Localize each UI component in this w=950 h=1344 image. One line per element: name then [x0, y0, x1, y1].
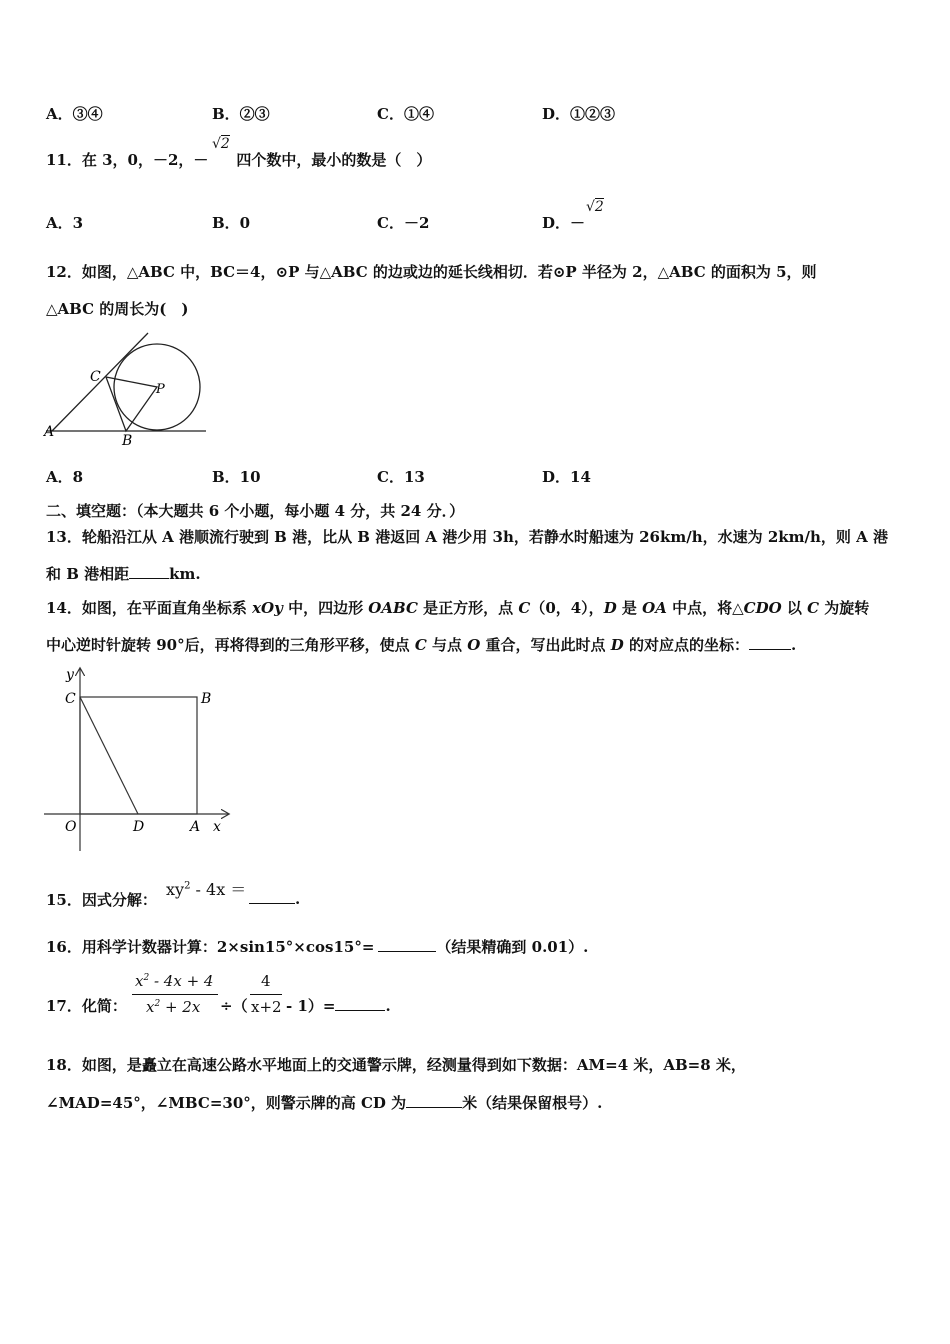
q11-option-d-radical	[586, 199, 604, 215]
q15-answer	[249, 889, 300, 908]
q18-line2-b: 米（结果保留根号）.	[462, 1094, 603, 1112]
q12-option-d: D．14	[542, 468, 591, 486]
q14-text: 是正方形，点	[417, 599, 519, 617]
q14-label-o: O	[65, 819, 77, 835]
q11-option-a: A．3	[46, 214, 84, 232]
q15-expr-a: xy	[166, 880, 185, 899]
q14-label-y: y	[66, 667, 74, 683]
q16-line	[46, 936, 588, 957]
sqrt-icon: √	[212, 136, 221, 152]
q14-line1	[46, 597, 869, 618]
q13-line2	[46, 563, 201, 584]
q14-var: D	[603, 599, 617, 617]
q14-text: .	[791, 636, 797, 654]
q14-text: 14．如图，在平面直角坐标系	[46, 599, 253, 617]
q12-label-p: P	[156, 382, 165, 397]
q12-figure	[40, 325, 215, 450]
q10-option-d: D．①②③	[542, 105, 616, 123]
q17-answer-blank[interactable]	[335, 996, 385, 1011]
q15-expr-b: - 4x ＝	[190, 880, 247, 899]
q18-answer-blank[interactable]	[406, 1093, 462, 1108]
q15-expression	[166, 877, 246, 900]
q17-fraction-bar-2	[250, 994, 282, 995]
q11-stem	[46, 149, 431, 170]
q14-segment-cd	[80, 697, 138, 814]
q11-stem-a: 11．在 3，0，－2，－	[46, 151, 209, 169]
q15-end: .	[295, 890, 301, 908]
q16-end: （结果精确到 0.01）.	[436, 938, 589, 956]
q11-option-b: B．0	[212, 214, 251, 232]
q10-option-a: A．③④	[46, 105, 103, 123]
q14-text: 中，四边形	[282, 599, 369, 617]
q14-text: 中心逆时针旋转 90°后，再将得到的三角形平移，使点	[46, 636, 415, 654]
section-2-header: 二、填空题：（本大题共 6 个小题，每小题 4 分，共 24 分．）	[46, 502, 465, 520]
q15-answer-blank[interactable]	[249, 889, 295, 904]
q17-fraction-bar-1	[132, 994, 218, 995]
q14-label-c: C	[65, 691, 76, 707]
q12-label-c: C	[90, 369, 101, 385]
q18-line2	[46, 1092, 602, 1113]
q14-text: 重合，写出此时点	[480, 636, 611, 654]
q17-den1-b: + 2x	[160, 998, 201, 1016]
q17-fraction-1	[130, 970, 218, 1022]
q14-text: 的对应点的坐标：	[623, 636, 750, 654]
q10-option-b: B．②③	[212, 105, 270, 123]
q17-den1-sup: 2	[154, 999, 161, 1009]
q14-var: C	[807, 599, 820, 617]
q11-option-d: D．－	[542, 214, 586, 232]
q17-division: ÷（	[220, 997, 248, 1015]
q14-label-d: D	[133, 819, 145, 835]
q14-label-a: A	[190, 819, 201, 835]
q18-line2-a: ∠MAD=45°，∠MBC=30°，则警示牌的高 CD 为	[46, 1094, 407, 1112]
q11-option-c: C．－2	[377, 214, 430, 232]
q17-num1-b: - 4x + 4	[149, 972, 214, 990]
q14-label-b: B	[201, 691, 212, 707]
q14-text: （0，4），	[530, 599, 604, 617]
q14-text: 与点	[426, 636, 468, 654]
q11-radicand: 2	[220, 136, 230, 152]
q14-var: OABC	[368, 599, 418, 617]
q17-denominator-2: x+2	[251, 998, 282, 1016]
q14-label-x: x	[213, 819, 221, 835]
q14-var: C	[518, 599, 531, 617]
q14-figure	[40, 663, 235, 858]
q17-numerator-2: 4	[261, 972, 271, 990]
q14-line2	[46, 634, 796, 655]
sqrt-icon: √	[586, 199, 595, 215]
q18-line1: 18．如图，是矗立在高速公路水平地面上的交通警示牌，经测量得到如下数据：AM=4 米，AB=8 米，	[46, 1056, 746, 1074]
q14-var: CDO	[743, 599, 782, 617]
q12-option-a: A．8	[46, 468, 84, 486]
q14-text: 中点，将△	[666, 599, 744, 617]
q14-square-oabc	[80, 697, 197, 814]
q14-answer-blank[interactable]	[749, 635, 791, 650]
q16-answer-blank[interactable]	[378, 937, 436, 952]
q17-denominator-1	[146, 998, 200, 1016]
q17-label: 17．化简：	[46, 997, 127, 1015]
q17-den1-a: x	[146, 998, 155, 1016]
q13-line2-a: 和 B 港相距	[46, 565, 130, 583]
q14-var: OA	[642, 599, 667, 617]
q17-fraction-2	[250, 970, 282, 1022]
q17-end: .	[385, 997, 391, 1015]
q12-option-b: B．10	[212, 468, 261, 486]
q17-num1-sup: 2	[143, 973, 150, 983]
q14-text: 为旋转	[819, 599, 870, 617]
q15-expr-sup: 2	[184, 880, 191, 892]
q13-line1: 13．轮船沿江从 A 港顺流行驶到 B 港，比从 B 港返回 A 港少用 3h，若静水时船速为 26km/h，水速为 2km/h，则 A 港	[46, 528, 888, 546]
q12-label-b: B	[122, 433, 133, 449]
q13-line2-b: km.	[169, 565, 201, 583]
q11-option-d-radicand: 2	[594, 199, 604, 215]
q14-var: xOy	[252, 599, 283, 617]
q16-label: 16．用科学计数器计算：2×sin15°×cos15°=	[46, 938, 375, 956]
q12-label-a: A	[44, 424, 55, 440]
q11-stem-b: 四个数中，最小的数是（ ）	[236, 151, 432, 169]
q12-line2: △ABC 的周长为( )	[46, 300, 189, 318]
q17-tail-text: - 1）=	[286, 997, 336, 1015]
q17-num1-a: x	[135, 972, 144, 990]
q17-numerator-1	[135, 972, 213, 990]
q14-text: 是	[616, 599, 643, 617]
q15-label: 15．因式分解：	[46, 891, 157, 909]
q12-option-c: C．13	[377, 468, 425, 486]
q10-option-c: C．①④	[377, 105, 434, 123]
q14-var: C	[414, 636, 427, 654]
q13-answer-blank[interactable]	[129, 564, 169, 579]
q12-line1: 12．如图，△ABC 中，BC＝4，⊙P 与△ABC 的边或边的延长线相切．若⊙P 半径为 2，△ABC 的面积为 5，则	[46, 263, 817, 281]
q11-radical	[212, 136, 230, 152]
q14-text: 以	[781, 599, 808, 617]
q14-var: O	[467, 636, 481, 654]
q17-tail	[286, 995, 391, 1016]
q14-var: D	[610, 636, 624, 654]
